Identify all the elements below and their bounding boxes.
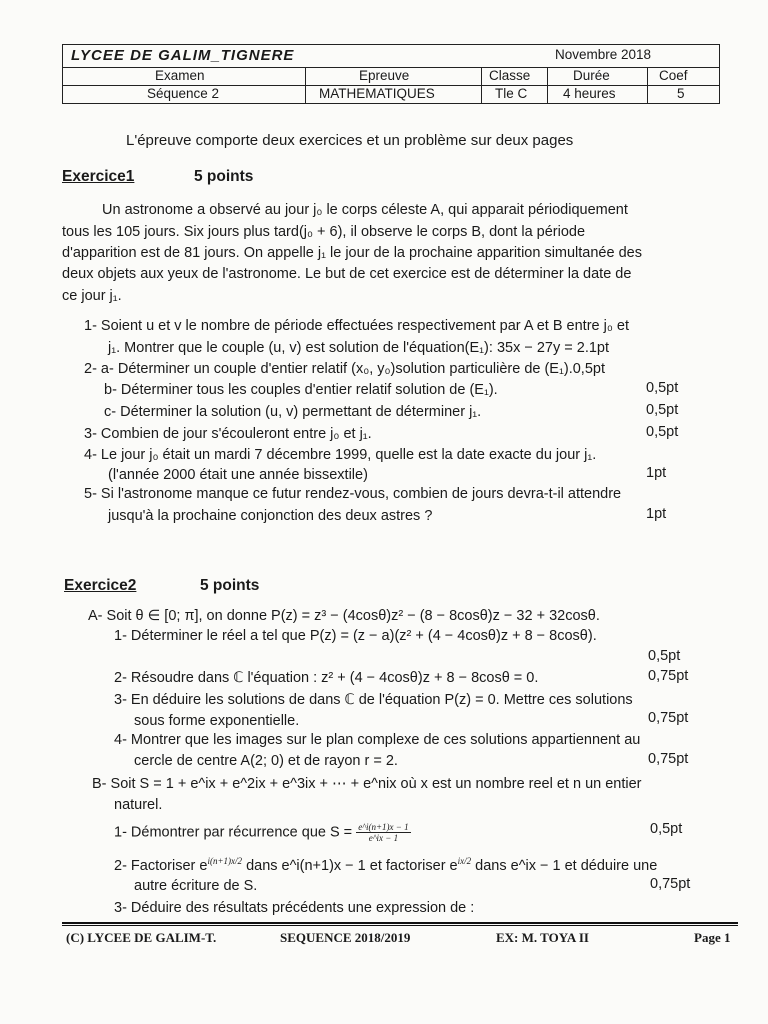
coef-label: Coef [659,68,688,83]
epreuve-value: MATHEMATIQUES [319,86,435,101]
ex1-question-2c-points: 0,5pt [646,402,679,418]
footer-sequence: SEQUENCE 2018/2019 [280,930,411,945]
ex1-question-2b: b- Déterminer tous les couples d'entier relatif solution de (E₁). [104,382,498,398]
duree-value: 4 heures [563,86,616,101]
header-col-divider [481,67,482,103]
ex1-question-2b-points: 0,5pt [646,380,679,396]
ex2-b-question-2-cont: autre écriture de S. [134,878,258,894]
school-name: LYCEE DE GALIM_TIGNERE [71,47,295,64]
ex2-a-question-2-points: 0,75pt [648,668,689,684]
ex1-paragraph-line: tous les 105 jours. Six jours plus tard(j₀ + 6), il observe le corps B, dont la période [62,224,586,240]
ex1-paragraph-line: d'apparition est de 81 jours. On appelle j₁ le jour de la prochaine apparition simultanée des [62,245,642,261]
ex2-b-question-1-text: 1- Démontrer par récurrence que S = [114,824,353,841]
exercise1-heading [62,168,134,186]
ex2-b-question-1 [114,822,411,843]
ex2-b-question-3: 3- Déduire des résultats précédents une expression de : [114,900,475,916]
ex1-question-3: 3- Combien de jour s'écouleront entre j₀ et j₁. [84,426,372,442]
ex1-question-2a: 2- a- Déterminer un couple d'entier relatif (x₀, y₀)solution particulière de (E₁).0,5pt [84,361,605,377]
ex2-part-b-intro-cont: naturel. [114,797,163,813]
fraction-numerator: e^i(n+1)x − 1 [358,822,409,832]
ex2-b-question-1-points: 0,5pt [650,821,683,837]
ex1-question-4-points: 1pt [646,465,667,481]
examen-label: Examen [155,68,205,83]
ex2-part-a-intro: A- Soit θ ∈ [0; π], on donne P(z) = z³ − (4cosθ)z² − (8 − 8cosθ)z − 32 + 32cosθ. [88,608,600,624]
ex1-paragraph-line: Un astronome a observé au jour j₀ le corps céleste A, qui apparait périodiquement [102,202,628,218]
sum-fraction [356,822,410,843]
footer-school: (C) LYCEE DE GALIM-T. [66,930,217,945]
ex2-a-question-2: 2- Résoudre dans ℂ l'équation : z² + (4 − 4cosθ)z + 8 − 8cosθ = 0. [114,670,539,686]
ex2-b-question-2-points: 0,75pt [650,876,691,892]
exercise1-points: 5 points [194,168,254,185]
ex1-question-1-cont: j₁. Montrer que le couple (u, v) est solution de l'équation(E₁): 35x − 27y = 2.1pt [108,340,610,356]
ex2-a-question-1: 1- Déterminer le réel a tel que P(z) = (z − a)(z² + (4 − 4cosθ)z + 8 − 8cosθ). [114,628,597,644]
exam-date: Novembre 2018 [555,47,652,62]
exam-intro: L'épreuve comporte deux exercices et un problème sur deux pages [126,132,574,149]
header-table [62,44,720,104]
ex1-question-5: 5- Si l'astronome manque ce futur rendez-vous, combien de jours devra-t-il attendre [84,486,622,502]
header-col-divider [305,67,306,103]
ex1-question-2c: c- Déterminer la solution (u, v) permettant de déterminer j₁. [104,404,482,420]
exercise2-title: Exercice2 [64,577,137,594]
exercise2-heading [64,577,136,595]
footer-rule [62,922,738,924]
ex2-a-question-4-points: 0,75pt [648,751,689,767]
footer-page: Page 1 [694,930,731,945]
b2-text-a: 2- Factoriser e [114,857,208,874]
ex1-question-3-points: 0,5pt [646,424,679,440]
b2-exponent-1: i(n+1)x/2 [207,856,243,866]
ex1-question-4-cont: (l'année 2000 était une année bissextile) [108,467,368,483]
epreuve-label: Epreuve [359,68,410,83]
classe-label: Classe [489,68,531,83]
footer-rule [62,925,738,926]
header-col-divider [647,67,648,103]
exercise1-title: Exercice1 [62,168,135,185]
ex2-part-b-intro: B- Soit S = 1 + e^ix + e^2ix + e^3ix + ⋯ + e^nix où x est un nombre reel et n un entier [92,776,642,792]
ex2-a-question-4: 4- Montrer que les images sur le plan complexe de ces solutions appartiennent au [114,732,641,748]
ex1-question-5-points: 1pt [646,506,667,522]
coef-value: 5 [677,86,685,101]
header-col-divider [547,67,548,103]
ex2-a-question-3: 3- En déduire les solutions de dans ℂ de l'équation P(z) = 0. Mettre ces solutions [114,692,633,708]
ex1-question-4: 4- Le jour j₀ était un mardi 7 décembre 1999, quelle est la date exacte du jour j₁. [84,447,597,463]
sequence-label: Séquence 2 [147,86,220,101]
fraction-denominator: e^ix − 1 [368,833,399,843]
footer-examiner: EX: M. TOYA II [496,930,589,945]
b2-text-c: dans e^ix − 1 et déduire une [471,857,658,874]
ex1-paragraph-line: ce jour j₁. [62,288,122,304]
ex2-a-question-3-points: 0,75pt [648,710,689,726]
b2-text-b: dans e^i(n+1)x − 1 et factoriser e [242,857,458,874]
ex1-paragraph-line: deux objets aux yeux de l'astronome. Le but de cet exercice est de déterminer la date de [62,266,632,282]
classe-value: Tle C [495,86,528,101]
ex2-b-question-2 [114,856,657,874]
ex2-a-question-1-points: 0,5pt [648,648,681,664]
ex2-a-question-3-cont: sous forme exponentielle. [134,713,300,729]
ex1-question-1: 1- Soient u et v le nombre de période effectuées respectivement par A et B entre j₀ et [84,318,629,334]
ex1-question-5-cont: jusqu'à la prochaine conjonction des deux astres ? [108,508,433,524]
b2-exponent-2: ix/2 [457,856,472,866]
duree-label: Durée [573,68,610,83]
ex2-a-question-4-cont: cercle de centre A(2; 0) et de rayon r = 2. [134,753,398,769]
exercise2-points: 5 points [200,577,260,594]
